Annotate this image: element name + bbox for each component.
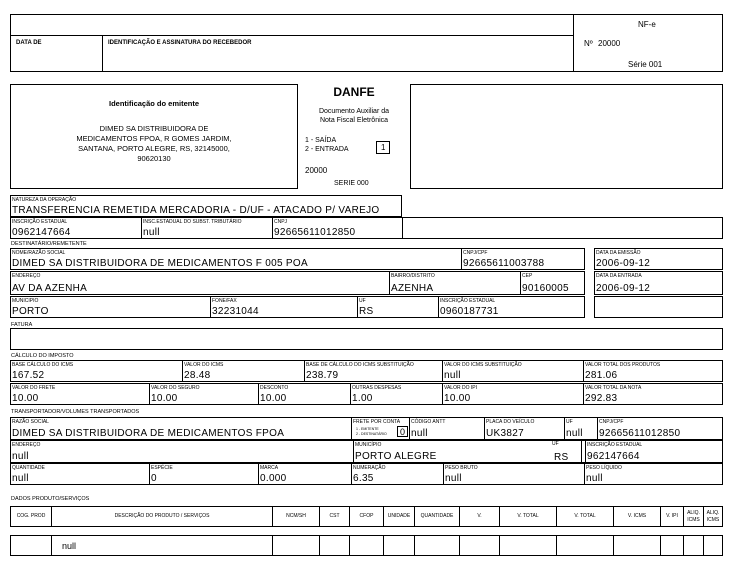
transp-bruto-value: null	[445, 473, 462, 484]
imposto-section-label: CÁLCULO DO IMPOSTO	[11, 353, 74, 359]
danfe-title: DANFE	[333, 85, 375, 99]
prod-row-qtd	[414, 535, 460, 556]
prod-row-aliq-ipi	[703, 535, 723, 556]
transp-antt-value: null	[411, 428, 428, 439]
nfe-number: 20000	[598, 39, 621, 48]
valor-st-box	[442, 360, 584, 382]
transp-frete-box	[351, 417, 410, 440]
transp-qtd-value: null	[12, 473, 29, 484]
prod-header-cod-text: COG. PROD	[16, 513, 46, 519]
frete-value: 10.00	[12, 393, 39, 404]
danfe-number: 20000	[305, 166, 328, 175]
transp-marca-value: 0.000	[260, 473, 287, 484]
transp-bruto-label: PESO BRUTO	[445, 465, 478, 471]
prod-row-cfop	[349, 535, 384, 556]
prod-header-cfop	[349, 506, 384, 527]
dest-cep-value: 90160005	[522, 283, 569, 294]
prod-header-unid	[383, 506, 415, 527]
dest-cep-label: CEP	[522, 273, 533, 279]
dest-bairro-box	[389, 271, 521, 295]
dest-endereco-value: AV DA AZENHA	[12, 283, 88, 294]
transp-razao-label: RAZÃO SOCIAL	[12, 419, 49, 425]
emitente-title: Identificação do emitente	[108, 99, 200, 108]
prod-row-cod	[10, 535, 52, 556]
seguro-box	[149, 383, 259, 405]
dest-cep-box	[520, 271, 585, 295]
prod-header-vipi-text: V. IPI	[666, 513, 678, 519]
total-nota-label: VALOR TOTAL DA NOTA	[585, 385, 642, 391]
transp-frete-destinatario: 2 - DESTINATÁRIO	[356, 432, 387, 436]
prod-header-vicms-text: V. ICMS	[627, 513, 647, 519]
dest-entrada-value: 2006-09-12	[596, 283, 651, 294]
cnpj-box	[272, 217, 403, 239]
dest-endereco-box	[10, 271, 390, 295]
base-icms-box	[10, 360, 183, 382]
prod-header-desc-text: DESCRIÇÃO DO PRODUTO / SERVIÇOS	[114, 513, 210, 519]
frete-label: VALOR DO FRETE	[12, 385, 56, 391]
transp-especie-value: 0	[151, 473, 157, 484]
transp-especie-label: ESPÉCIE	[151, 465, 173, 471]
transp-frete-label: FRETE POR CONTA	[353, 419, 401, 425]
natureza-label: NATUREZA DA OPERAÇÃO	[12, 197, 77, 203]
transp-liquido-value: null	[586, 473, 603, 484]
transp-endereco-box	[10, 440, 354, 463]
dest-uf-box	[357, 296, 439, 318]
valor-icms-label: VALOR DO ICMS	[184, 362, 224, 368]
cnpj-value: 92665611012850	[274, 227, 356, 238]
prod-header-vtotal-text: V. TOTAL	[517, 513, 539, 519]
prod-header-vipi	[660, 506, 684, 527]
prod-header-cst-text: CST	[329, 513, 340, 519]
transp-ie-label: INSCRIÇÃO ESTADUAL	[587, 442, 643, 448]
ie-st-label: INSC.ESTADUAL DO SUBST. TRIBUTÁRIO	[143, 219, 242, 225]
dest-fone-box	[210, 296, 358, 318]
nfe-box	[573, 14, 723, 72]
prod-row-ncm	[272, 535, 320, 556]
dest-ie-value: 0960187731	[440, 306, 499, 317]
ipi-label: VALOR DO IPI	[444, 385, 477, 391]
base-st-box	[304, 360, 443, 382]
total-produtos-box	[583, 360, 723, 382]
valor-st-label: VALOR DO ICMS SUBSTITUIÇÃO	[444, 362, 522, 368]
receipt-signature-box	[102, 35, 574, 72]
fatura-section-label: FATURA	[11, 322, 33, 328]
transp-qtd-box	[10, 463, 150, 485]
transp-especie-box	[149, 463, 259, 485]
prod-header-vtotal	[499, 506, 557, 527]
desconto-value: 10.00	[260, 393, 287, 404]
transp-uf-label: UF	[566, 419, 573, 425]
prod-header-ncm	[272, 506, 320, 527]
transp-liquido-label: PESO LÍQUIDO	[586, 465, 622, 471]
emitente-line-3: SANTANA, PORTO ALEGRE, RS, 32145000,	[78, 144, 230, 153]
dest-fone-label: FONE/FAX	[212, 298, 237, 304]
transp-uf-box	[564, 417, 598, 440]
prod-row-unid	[383, 535, 415, 556]
transp-endereco-label: ENDEREÇO	[12, 442, 41, 448]
transp-cnpj-box	[597, 417, 723, 440]
prod-header-qtd	[414, 506, 460, 527]
transp-frete-value: 0	[400, 427, 406, 437]
nfe-number-prefix: Nº	[584, 39, 593, 48]
prod-row-v	[459, 535, 500, 556]
danfe-entrada: 2 - ENTRADA	[305, 146, 349, 153]
prod-header-aliq-ipi	[703, 506, 723, 527]
receipt-top-box	[10, 14, 574, 36]
transp-antt-label: CÓDIGO ANTT	[411, 419, 446, 425]
base-st-value: 238.79	[306, 370, 339, 381]
prod-header-desc	[51, 506, 273, 527]
barcode-box	[410, 84, 723, 189]
transp-municipio-label: MUNICÍPIO	[355, 442, 382, 448]
transp-razao-box	[10, 417, 352, 440]
valor-icms-box	[182, 360, 305, 382]
prod-row-vicms	[613, 535, 661, 556]
total-nota-value: 292.83	[585, 393, 618, 404]
ipi-box	[442, 383, 584, 405]
dest-blank-box	[594, 296, 723, 318]
prod-row-desc	[51, 535, 273, 556]
emitente-box	[10, 84, 298, 189]
dest-fone-value: 32231044	[212, 306, 259, 317]
valor-icms-value: 28.48	[184, 370, 211, 381]
prod-header-cfop-text: CFOP	[359, 513, 374, 519]
danfe-tipo-value: 1	[381, 143, 386, 152]
receipt-date-label: DATA DE	[16, 40, 42, 46]
dest-ie-label: INSCRIÇÃO ESTADUAL	[440, 298, 496, 304]
prod-header-aliq-icms-text-2: ICMS	[687, 517, 700, 523]
outras-label: OUTRAS DESPESAS	[352, 385, 402, 391]
transp-razao-value: DIMED SA DISTRIBUIDORA DE MEDICAMENTOS FPOA	[12, 428, 285, 439]
base-icms-value: 167.52	[12, 370, 45, 381]
prod-header-qtd-text: QUANTIDADE	[420, 513, 454, 519]
ie-st-value: null	[143, 227, 160, 238]
prod-row-vtotal	[499, 535, 557, 556]
desconto-label: DESCONTO	[260, 385, 289, 391]
transp-liquido-box	[584, 463, 723, 485]
transp-ie-box	[585, 440, 723, 463]
total-produtos-label: VALOR TOTAL DOS PRODUTOS	[585, 362, 661, 368]
frete-box	[10, 383, 150, 405]
danfe-subtitle-1: Documento Auxiliar da	[318, 108, 390, 115]
dest-emissao-label: DATA DA EMISSÃO	[596, 250, 641, 256]
dest-cnpj-label: CNPJ/CPF	[463, 250, 488, 256]
prod-row-vtotal2	[556, 535, 614, 556]
transp-marca-label: MARCA	[260, 465, 279, 471]
destinatario-section-label: DESTINATÁRIO/REMETENTE	[11, 241, 87, 247]
transp-uf2-cell	[551, 440, 585, 463]
prod-header-aliq-icms-text-1: ALIQ.	[687, 510, 700, 516]
dest-municipio-label: MUNICIPIO	[12, 298, 39, 304]
transp-placa-value: UK3827	[486, 428, 524, 439]
natureza-value: TRANSFERENCIA REMETIDA MERCADORIA - D/UF - ATACADO P/ VAREJO	[12, 205, 380, 216]
dest-entrada-label: DATA DA ENTRADA	[596, 273, 642, 279]
prod-row-vipi	[660, 535, 684, 556]
prod-header-vicms	[613, 506, 661, 527]
emitente-line-4: 90620130	[137, 154, 171, 163]
danfe-serie: SERIE 000	[334, 180, 369, 187]
outras-value: 1.00	[352, 393, 373, 404]
ie-box	[10, 217, 142, 239]
transp-numeracao-box	[351, 463, 444, 485]
nfe-label: NF-e	[638, 20, 656, 29]
danfe-saida: 1 - SAÍDA	[305, 137, 337, 144]
transp-bruto-box	[443, 463, 585, 485]
transp-uf-value: null	[566, 428, 583, 439]
prod-header-unid-text: UNIDADE	[387, 513, 411, 519]
prod-header-v-text: V.	[477, 513, 482, 519]
transp-numeracao-label: NUMERAÇÃO	[353, 465, 386, 471]
transp-cnpj-value: 92665611012850	[599, 428, 681, 439]
transp-municipio-value: PORTO ALEGRE	[355, 451, 437, 462]
emitente-line-1: DIMED SA DISTRIBUIDORA DE	[99, 124, 209, 133]
ipi-value: 10.00	[444, 393, 471, 404]
transp-marca-box	[258, 463, 352, 485]
prod-row-cst	[319, 535, 350, 556]
total-nota-box	[583, 383, 723, 405]
transportador-section-label: TRANSPORTADOR/VOLUMES TRANSPORTADOS	[11, 409, 140, 415]
ie-st-box	[141, 217, 273, 239]
dest-cnpj-box	[461, 248, 585, 270]
dest-uf-value: RS	[359, 306, 374, 317]
base-st-label: BASE DE CÁLCULO DO ICMS SUBSTITUIÇÃO	[306, 362, 414, 368]
prod-header-cod	[10, 506, 52, 527]
receipt-signature-label: IDENTIFICAÇÃO E ASSINATURA DO RECEBEDOR	[108, 40, 252, 46]
dest-nome-value: DIMED SA DISTRIBUIDORA DE MEDICAMENTOS F 005 POA	[12, 258, 308, 269]
dest-municipio-box	[10, 296, 211, 318]
base-icms-label: BASE CÁLCULO DO ICMS	[12, 362, 74, 368]
transp-municipio-box	[353, 440, 582, 463]
prod-header-v	[459, 506, 500, 527]
transp-uf2-value: RS	[554, 452, 569, 463]
dest-bairro-value: AZENHA	[391, 283, 434, 294]
dest-nome-box	[10, 248, 462, 270]
prod-header-aliq-ipi-text-1: ALIQ.	[706, 510, 720, 516]
ie-value: 0962147664	[12, 227, 71, 238]
dest-bairro-label: BAIRRO/DISTRITO	[391, 273, 435, 279]
nfe-serie: Série 001	[628, 60, 663, 69]
prod-header-aliq-ipi-text-2: ICMS	[706, 517, 720, 523]
seguro-label: VALOR DO SEGURO	[151, 385, 200, 391]
prod-header-ncm-text: NCM/SH	[286, 513, 306, 519]
transp-cnpj-label: CNPJ/CPF	[599, 419, 624, 425]
outras-box	[350, 383, 443, 405]
dest-endereco-label: ENDEREÇO	[12, 273, 41, 279]
dest-ie-box	[438, 296, 585, 318]
prod-header-vtotal2	[556, 506, 614, 527]
transp-uf2-label: UF	[552, 441, 559, 447]
transp-numeracao-value: 6.35	[353, 473, 374, 484]
transp-ie-value: 962147664	[587, 451, 640, 462]
desconto-box	[258, 383, 351, 405]
dest-cnpj-value: 92665611003788	[463, 258, 545, 269]
dest-entrada-box	[594, 271, 723, 295]
inscricao-blank-box	[402, 217, 723, 239]
prod-header-aliq-icms	[683, 506, 704, 527]
prod-header-cst	[319, 506, 350, 527]
cnpj-label: CNPJ	[274, 219, 288, 225]
transp-frete-value-box	[397, 426, 408, 437]
danfe-tipo-box	[376, 141, 390, 154]
ie-label: INSCRIÇÃO ESTADUAL	[12, 219, 68, 225]
danfe-block	[300, 84, 408, 189]
produtos-section-label: DADOS PRODUTO/SERVIÇOS	[11, 496, 90, 502]
seguro-value: 10.00	[151, 393, 178, 404]
transp-qtd-label: QUANTIDADE	[12, 465, 45, 471]
total-produtos-value: 281.06	[585, 370, 618, 381]
prod-row-desc-value: null	[62, 541, 77, 551]
transp-placa-label: PLACA DO VEÍCULO	[486, 419, 535, 425]
valor-st-value: null	[444, 370, 461, 381]
transp-placa-box	[484, 417, 565, 440]
emitente-line-2: MEDICAMENTOS FPOA, R GOMES JARDIM,	[76, 134, 232, 143]
dest-uf-label: UF	[359, 298, 366, 304]
prod-row-aliq-icms	[683, 535, 704, 556]
danfe-subtitle-2: Nota Fiscal Eletrônica	[319, 117, 389, 124]
fatura-box	[10, 328, 723, 350]
dest-nome-label: NOME/RAZÃO SOCIAL	[12, 250, 66, 256]
prod-header-vtotal2-text: V. TOTAL	[574, 513, 596, 519]
dest-municipio-value: PORTO	[12, 306, 49, 317]
dest-emissao-value: 2006-09-12	[596, 258, 651, 269]
receipt-date-box	[10, 35, 103, 72]
dest-emissao-box	[594, 248, 723, 270]
natureza-box	[10, 195, 402, 217]
transp-endereco-value: null	[12, 451, 29, 462]
transp-antt-box	[409, 417, 485, 440]
transp-frete-emitente: 1 - EMITENTE	[356, 427, 379, 431]
